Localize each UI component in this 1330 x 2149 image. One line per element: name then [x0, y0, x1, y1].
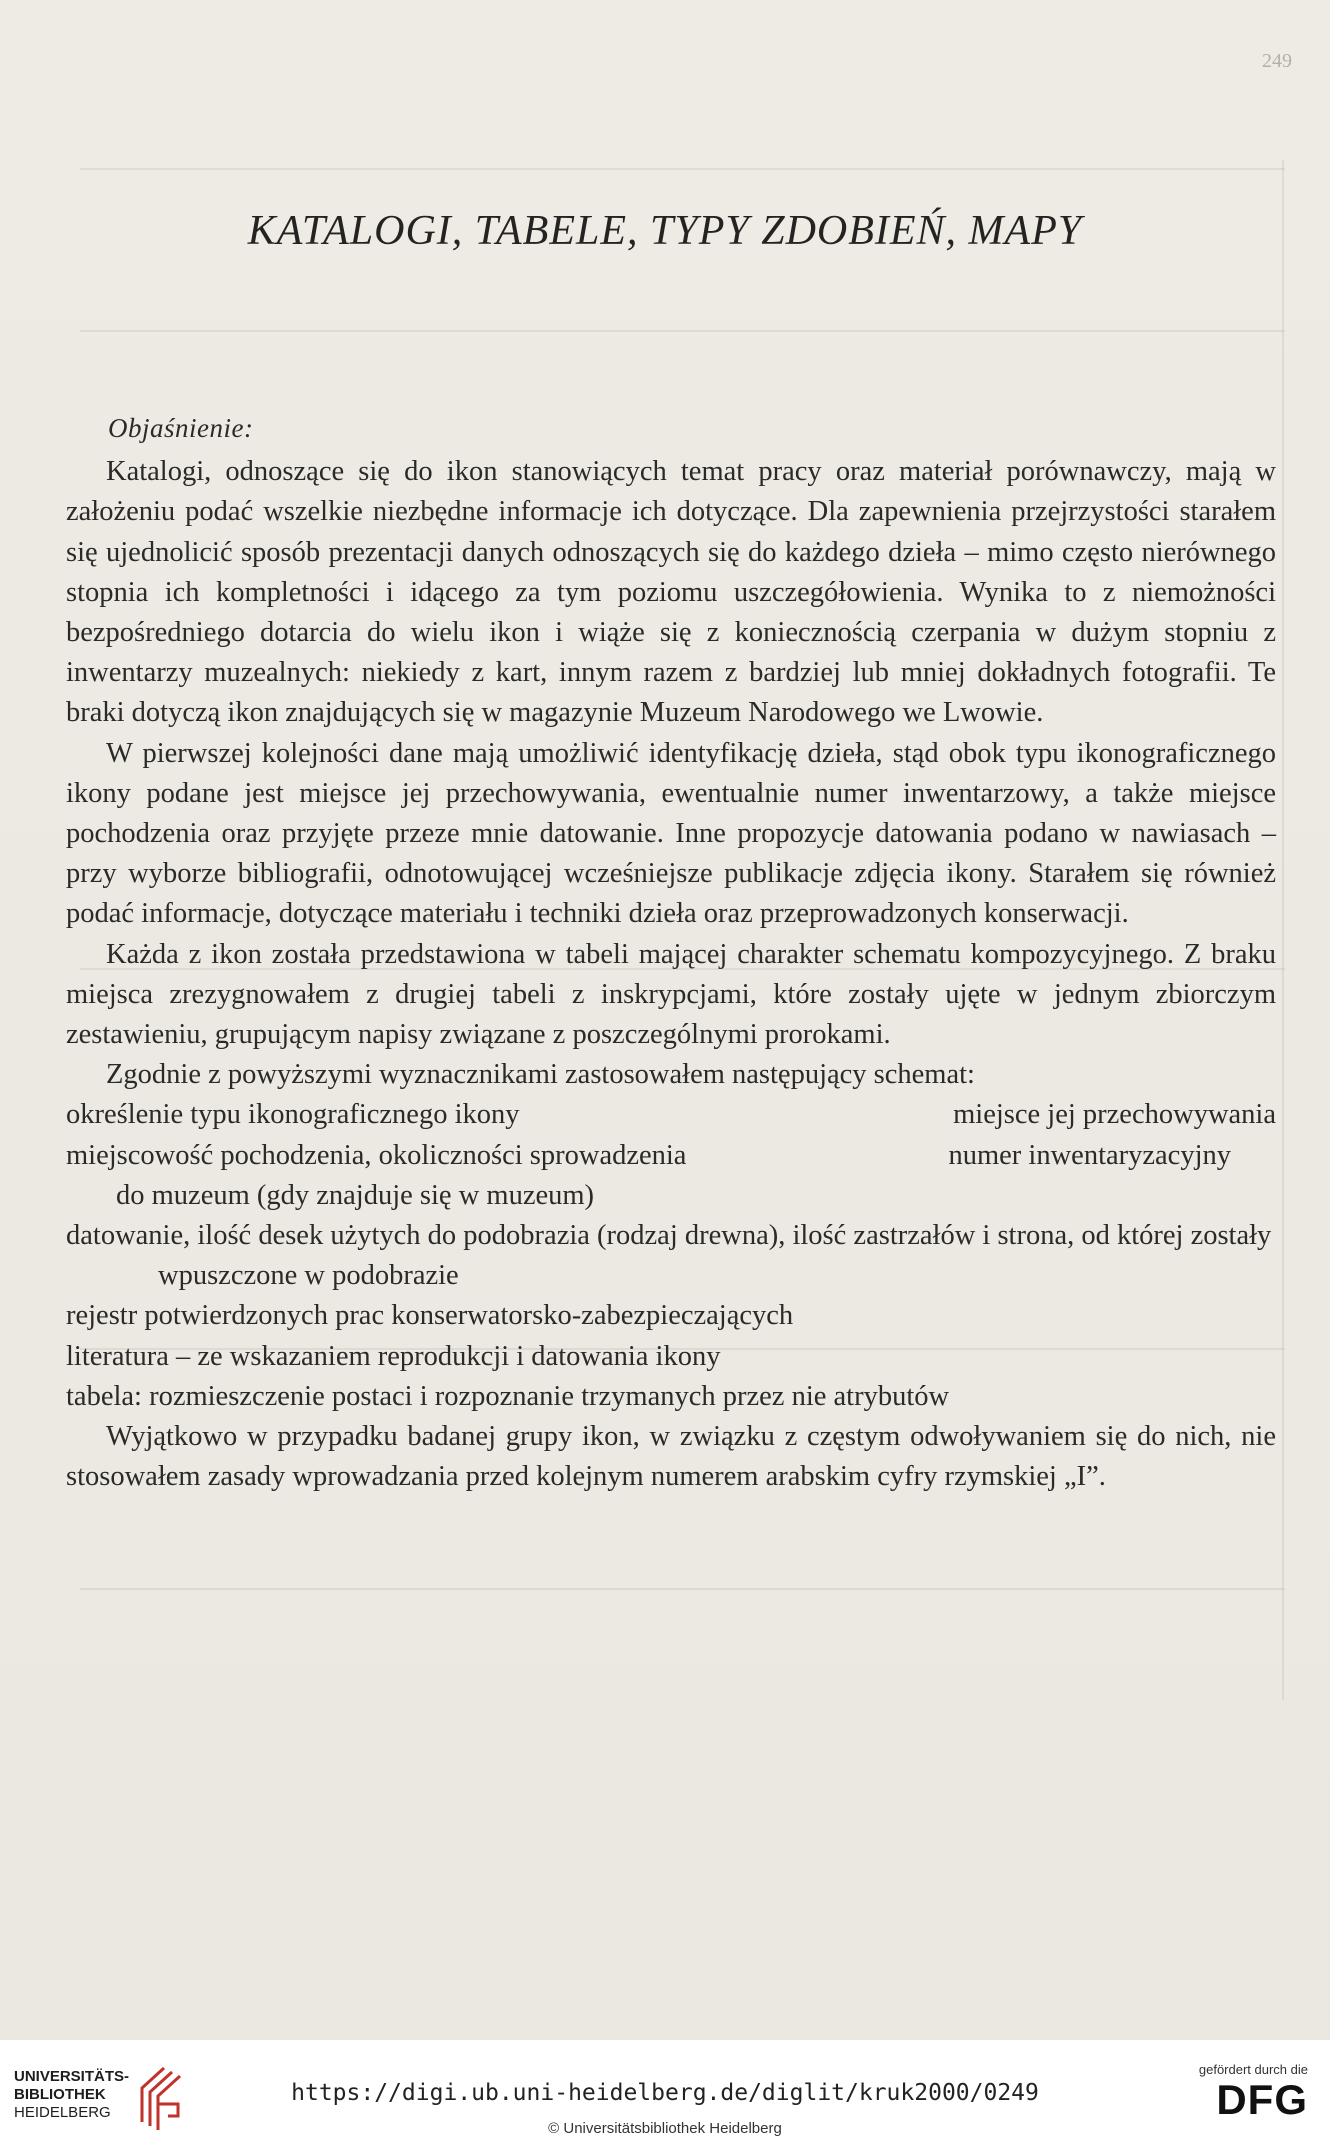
schema-item: do muzeum (gdy znajduje się w muzeum) [116, 1179, 595, 1211]
library-name: BIBLIOTHEK [14, 2086, 106, 2103]
copyright-notice: © Universitätsbibliothek Heidelberg [548, 2120, 782, 2137]
schema-item: numer inwentaryzacyjny [948, 1139, 1231, 1171]
paragraph: Katalogi, odnoszące się do ikon stanowiących temat pracy oraz materiał porównawczy, mają w założeniu podać wszelkie niezbędne informacje ich dotyczące. Dla zapewnienia przejrzystości starałem się ujednolicić sposób prezentacji danych odnoszących się do każdego dzieła – mimo często nierównego stopnia ich kompletności i idącego za tym poziomu uszczegółowienia. Wynika to z niemożności bezpośredniego dotarcia do wielu ikon i wiąże się z koniecznością czerpania w dużym stopniu z inwentarzy muzealnych: niekiedy z kart, innym razem z bardziej lub mniej dokładnych fotografii. Te braki dotyczą ikon znajdujących się w magazynie Muzeum Narodowego we Lwowie. [66, 456, 1276, 729]
schema-line [66, 1136, 1276, 1176]
schema-item-text: datowanie, ilość desek użytych do podobrazia (rodzaj drewna), ilość zastrzałów i strona, od której zostały wpuszczone w podobrazie [66, 1220, 1272, 1292]
schema-item: miejsce jej przechowywania [953, 1099, 1276, 1131]
schema-item: literatura – ze wskazaniem reprodukcji i datowania ikony [66, 1340, 721, 1372]
body-text [66, 408, 1276, 1497]
page-number: 249 [1262, 50, 1292, 72]
paragraph: W pierwszej kolejności dane mają umożliwić identyfikację dzieła, stąd obok typu ikonograficznego ikony podane jest miejsce jej przechowywania, ewentualnie numer inwentarzowy, a także miejsce pochodzenia oraz przyjęte przeze mnie datowanie. Inne propozycje datowania podano w nawiasach – przy wyborze bibliografii, odnotowującej wcześniejsze publikacje zdjęcia ikony. Starałem się również podać informacje, dotyczące materiału i techniki dzieła oraz przeprowadzonych konserwacji. [66, 737, 1276, 930]
schema-line [66, 1095, 1276, 1135]
bleed-through [80, 330, 1285, 332]
schema-item: określenie typu ikonograficznego ikony [66, 1099, 520, 1131]
bleed-through [80, 168, 1285, 170]
library-name: HEIDELBERG [14, 2104, 111, 2121]
paragraph: Wyjątkowo w przypadku badanej grupy ikon, w związku z częstym odwoływaniem się do nich, nie stosowałem zasady wprowadzania przed kolejnym numerem arabskim cyfry rzymskiej „I”. [66, 1421, 1276, 1493]
viewer-footer [0, 2040, 1330, 2149]
paragraph: Zgodnie z powyższymi wyznacznikami zastosowałem następujący schemat: [106, 1059, 975, 1091]
dfg-logo-text: DFG [1216, 2076, 1308, 2123]
schema-item: miejscowość pochodzenia, okoliczności sprowadzenia [66, 1139, 687, 1171]
paragraph: Każda z ikon została przedstawiona w tabeli mającej charakter schematu kompozycyjnego. Z braku miejsca zrezygnowałem z drugiej tabeli z inskrypcjami, które zostały ujęte w jednym zbiorczym zestawieniu, grupującym napisy związane z poszczególnymi prorokami. [66, 938, 1276, 1051]
funder-logo[interactable] [1199, 2062, 1308, 2121]
permalink-url[interactable]: https://digi.ub.uni-heidelberg.de/diglit/kruk2000/0249 [291, 2080, 1039, 2106]
schema-item: tabela: rozmieszczenie postaci i rozpoznanie trzymanych przez nie atrybutów [66, 1380, 950, 1412]
bleed-through [80, 1588, 1285, 1590]
schema-item: rejestr potwierdzonych prac konserwatorsko-zabezpieczających [66, 1300, 794, 1332]
library-name: UNIVERSITÄTS- [14, 2068, 130, 2085]
explanation-label: Objaśnienie: [108, 413, 254, 443]
page-title: KATALOGI, TABELE, TYPY ZDOBIEŃ, MAPY [247, 208, 1083, 254]
schema-item [66, 1216, 1276, 1296]
bleed-through [1282, 160, 1284, 1700]
funded-by-label: gefördert durch die [1198, 2062, 1308, 2077]
